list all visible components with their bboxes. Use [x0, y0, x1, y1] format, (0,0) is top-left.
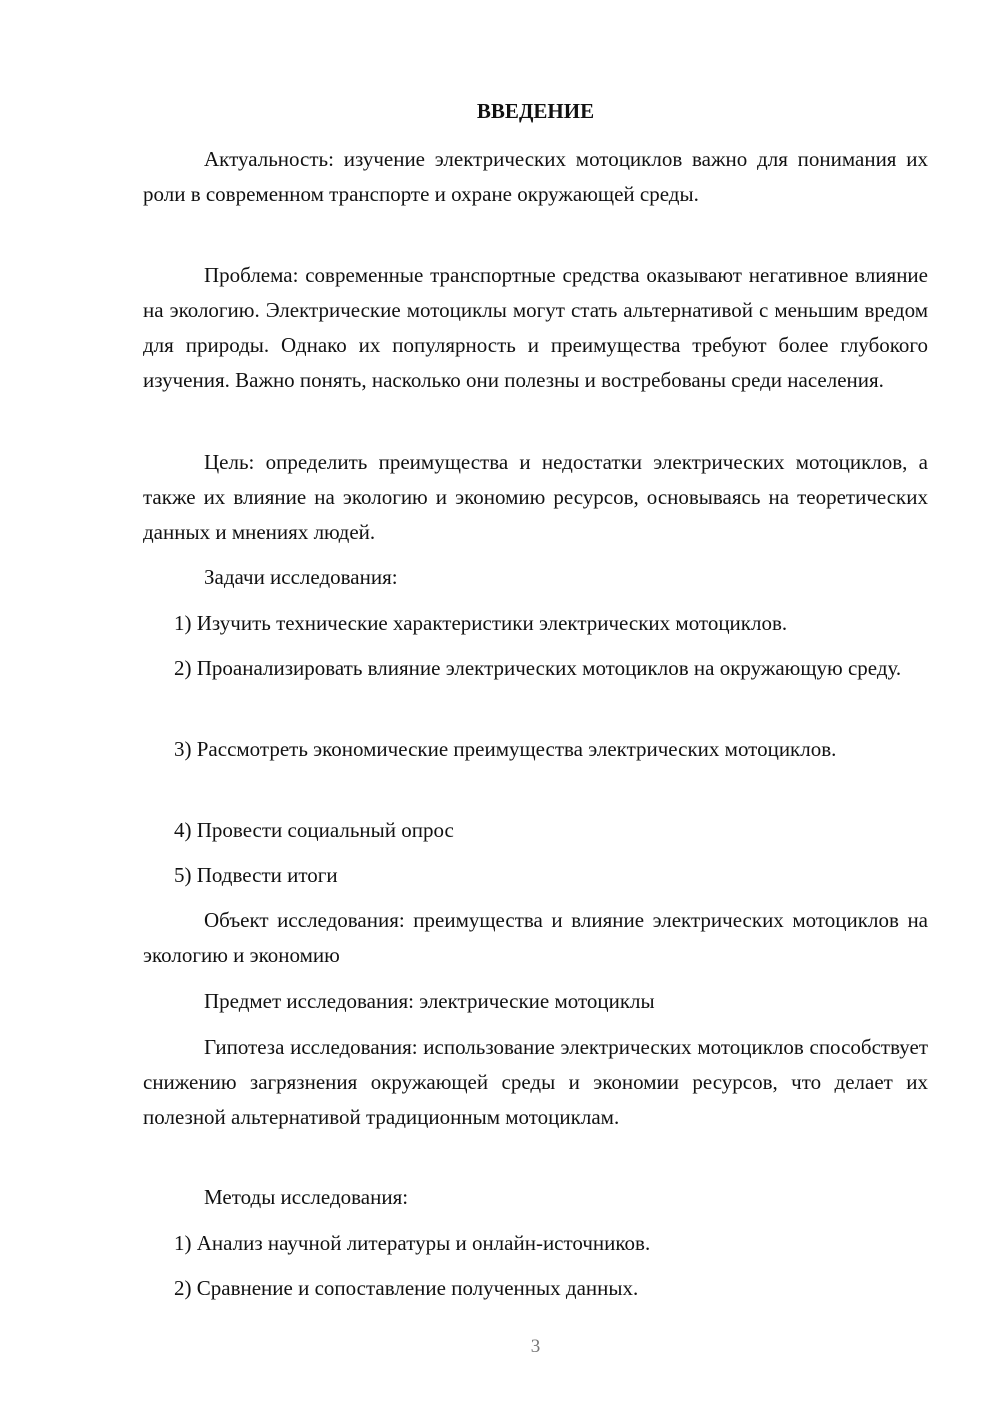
list-item-task-3: 3) Рассмотреть экономические преимущества электрических мотоциклов. — [174, 737, 837, 761]
list-item-method-1: 1) Анализ научной литературы и онлайн-источников. — [174, 1231, 651, 1255]
paragraph-subject: Предмет исследования: электрические мотоциклы — [204, 989, 655, 1013]
list-item-task-4: 4) Провести социальный опрос — [174, 818, 454, 842]
paragraph-tasks-heading: Задачи исследования: — [204, 565, 398, 589]
paragraph-relevance: Актуальность: изучение электрических мотоциклов важно для понимания их роли в современном транспорте и охране окружающей среды. — [143, 147, 928, 206]
paragraph-object: Объект исследования: преимущества и влияние электрических мотоциклов на экологию и экономию — [143, 908, 928, 967]
list-item-task-5: 5) Подвести итоги — [174, 863, 338, 887]
paragraph-goal: Цель: определить преимущества и недостатки электрических мотоциклов, а также их влияние на экологию и экономию ресурсов, основываясь на теоретических данных и мнениях людей. — [143, 450, 928, 544]
page-title: ВВЕДЕНИЕ — [476, 99, 595, 123]
list-item-method-2: 2) Сравнение и сопоставление полученных данных. — [174, 1276, 639, 1300]
document-page — [143, 0, 928, 1414]
list-item-task-1: 1) Изучить технические характеристики электрических мотоциклов. — [174, 611, 788, 635]
paragraph-methods-heading: Методы исследования: — [204, 1185, 409, 1209]
list-item-task-2: 2) Проанализировать влияние электрических мотоциклов на окружающую среду. — [174, 656, 902, 680]
paragraph-hypothesis: Гипотеза исследования: использование электрических мотоциклов способствует снижению загрязнения окружающей среды и экономии ресурсов, что делает их полезной альтернативой традиционным мотоциклам. — [143, 1035, 928, 1129]
paragraph-problem: Проблема: современные транспортные средства оказывают негативное влияние на экологию. Электрические мотоциклы могут стать альтернативой с меньшим вредом для природы. Однако их популярность и преимущества требуют более глубокого изучения. Важно понять, насколько они полезны и востребованы среди населения. — [143, 263, 928, 392]
page-number: 3 — [530, 1336, 541, 1357]
